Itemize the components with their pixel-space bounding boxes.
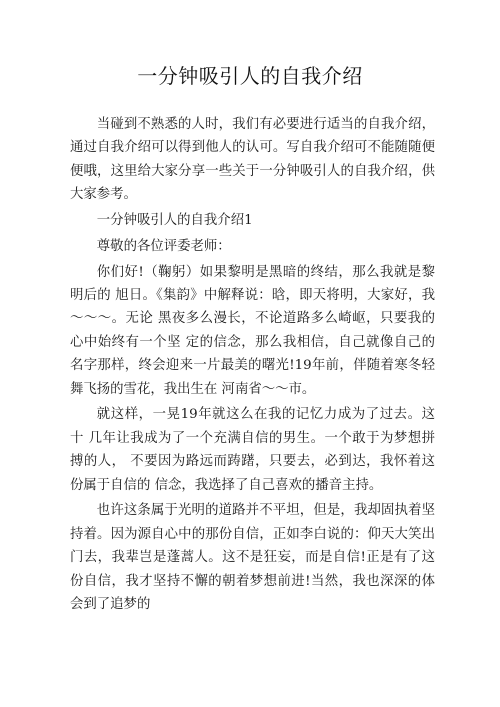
section-heading: 一分钟吸引人的自我介绍1 — [96, 213, 253, 229]
document-title: 一分钟吸引人的自我介绍 — [137, 64, 363, 88]
salutation: 尊敬的各位评委老师： — [96, 238, 231, 254]
intro-paragraph: 当碰到不熟悉的人时，我们有必要进行适当的自我介绍，通过自我介绍可以得到他人的认可。写自我介绍可不能随随便便哦，这里给大家分享一些关于一分钟吸引人的自我介绍，供大家参考。 — [70, 117, 435, 203]
body-paragraph: 也许这条属于光明的道路并不平坦，但是，我却固执着坚持着。因为源自心中的那份自信，正如李白说的：仰天大笑出门去，我辈岂是蓬蒿人。这不是狂妄，而是自信!正是有了这份自信，我才坚持不懈的朝着梦想前进!当然，我也深深的体会到了追梦的 — [70, 503, 435, 613]
document-body — [70, 113, 435, 619]
body-paragraph: 你们好!（鞠躬）如果黎明是黑暗的终结，那么我就是黎明后的 旭日。《集韵》中解释说：晗，即天将明，大家好，我～～～。无论 黑夜多么漫长，不论道路多么崎岖，只要我的心中始终有一个坚 定的信念，那么我相信，自己就像自己的名字那样，终会迎来一片最美的曙光!19年前，伴随着寒冬轻舞飞扬的雪花，我出生在 河南省～～市。 — [70, 264, 435, 397]
body-paragraph: 就这样，一晃19年就这么在我的记忆力成为了过去。这十 几年让我成为了一个充满自信的男生。一个敢于为梦想拼搏的人， 不要因为路远而踌躇，只要去，必到达，我怀着这份属于自信的 信念，我选择了自己喜欢的播音主持。 — [70, 407, 435, 493]
